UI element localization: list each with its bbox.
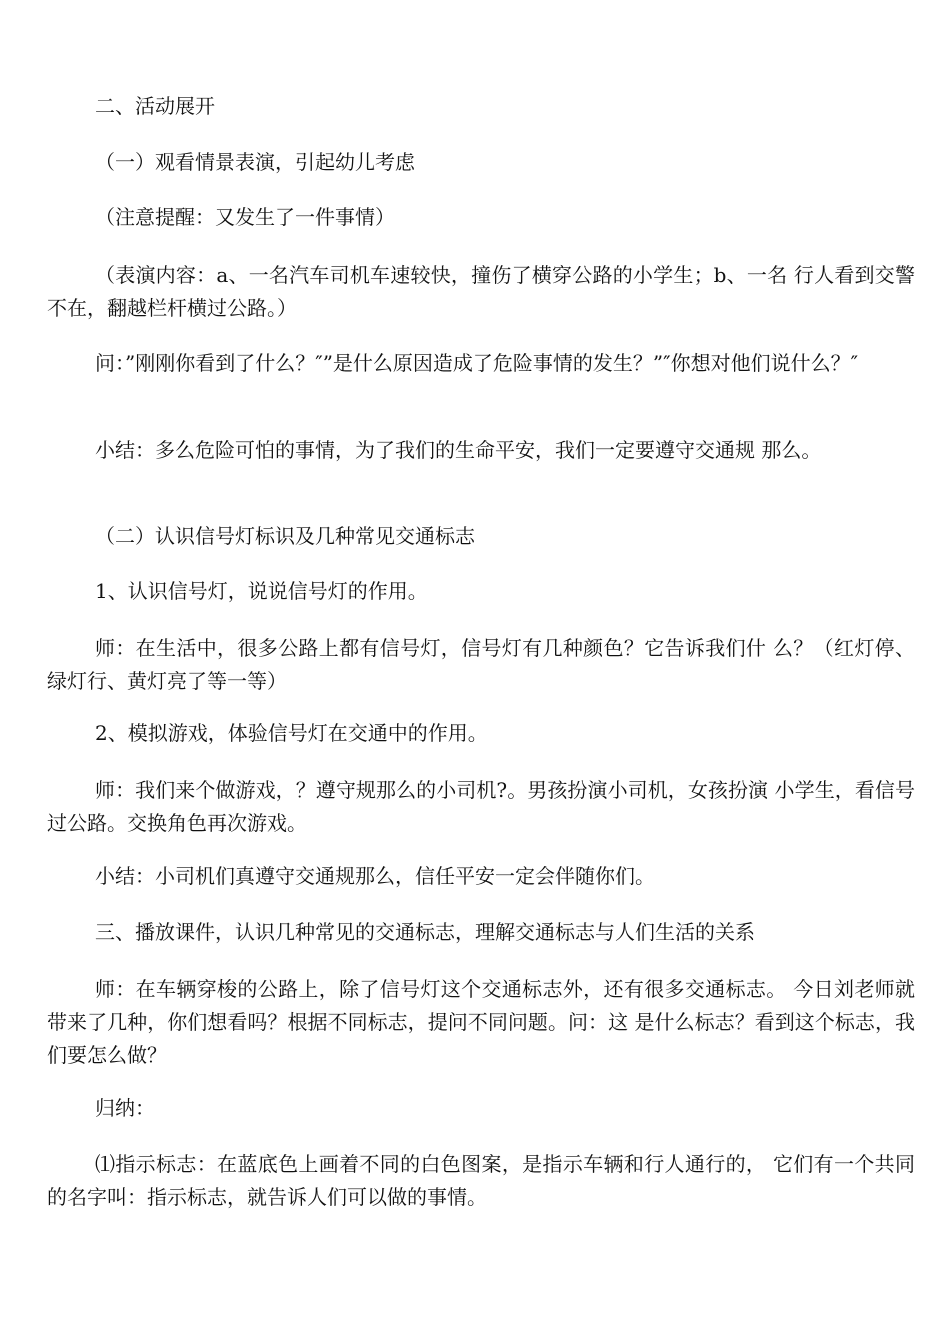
paragraph-item-2: 2、模拟游戏，体验信号灯在交通中的作用。 [95, 721, 488, 745]
paragraph-performance-content: （表演内容：a、一名汽车司机车速较快，撞伤了横穿公路的小学生；b、一名 行人看到交警不在，翻越栏杆横过公路。） [47, 263, 915, 320]
paragraph-indication-signs: ⑴指示标志：在蓝底色上画着不同的白色图案，是指示车辆和行人通行的， 它们有一个共同的名字叫：指示标志，就告诉人们可以做的事情。 [47, 1152, 915, 1209]
paragraph-teacher-3: 师：在车辆穿梭的公路上，除了信号灯这个交通标志外，还有很多交通标志。 今日刘老师就带来了几种，你们想看吗？根据不同标志，提问不同问题。问：这 是什么标志？看到这个标志，我们要怎么做？ [47, 977, 915, 1067]
paragraph-summary-2: 小结：小司机们真遵守交通规那么，信任平安一定会伴随你们。 [95, 864, 655, 888]
paragraph-note: （注意提醒：又发生了一件事情） [95, 205, 395, 229]
paragraph-teacher-1: 师：在生活中，很多公路上都有信号灯，信号灯有几种颜色？它告诉我们什 么？（红灯停、绿灯行、黄灯亮了等一等） [47, 636, 915, 693]
paragraph-question: 问：”刚刚你看到了什么？″”是什么原因造成了危险事情的发生？”″你想对他们说什么？″ [95, 351, 859, 375]
subsection-heading-signals: （二）认识信号灯标识及几种常见交通标志 [95, 524, 475, 548]
section-heading-activity: 二、活动展开 [95, 94, 215, 118]
paragraph-teacher-2: 师：我们来个做游戏，？遵守规那么的小司机?。男孩扮演小司机，女孩扮演 小学生，看信号过公路。交换角色再次游戏。 [47, 778, 915, 835]
paragraph-conclusion-label: 归纳： [95, 1096, 155, 1120]
subsection-heading-performance: （一）观看情景表演，引起幼儿考虑 [95, 150, 415, 174]
paragraph-summary-1: 小结：多么危险可怕的事情，为了我们的生命平安，我们一定要遵守交通规 那么。 [95, 438, 822, 462]
section-heading-courseware: 三、播放课件，认识几种常见的交通标志，理解交通标志与人们生活的关系 [95, 920, 755, 944]
paragraph-item-1: 1、认识信号灯，说说信号灯的作用。 [95, 579, 428, 603]
